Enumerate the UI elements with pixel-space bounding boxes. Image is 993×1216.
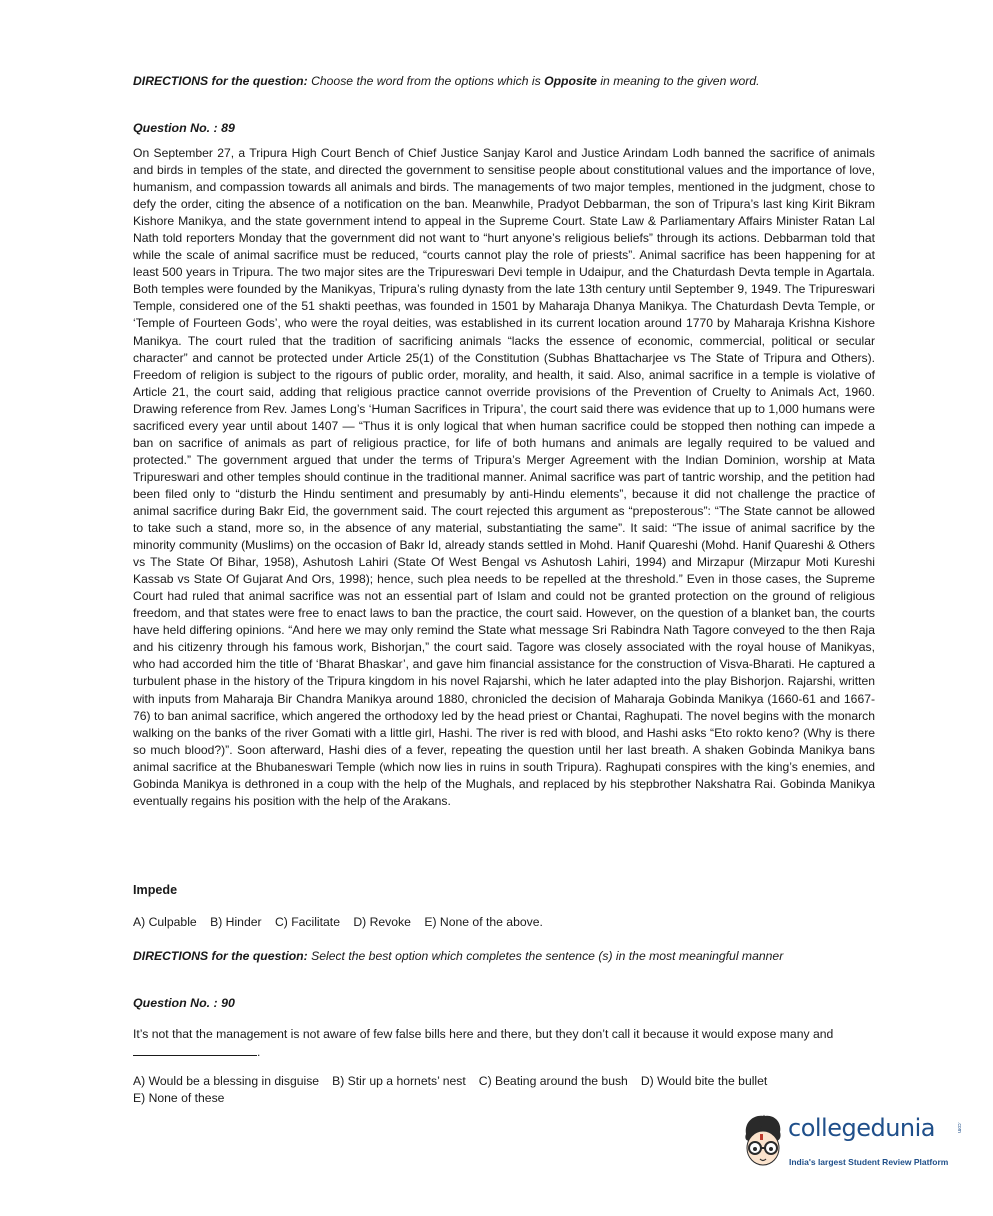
directions-emphasis: Opposite — [544, 74, 597, 88]
sentence-end: . — [257, 1045, 261, 1059]
option-e[interactable]: E) None of these — [133, 1091, 225, 1105]
sentence-text — [133, 1025, 875, 1061]
directions-q89 — [133, 73, 760, 89]
question-number-89: Question No. : 89 — [133, 121, 235, 135]
logo-wordmark: collegedunia — [788, 1114, 936, 1142]
fill-in-blank — [133, 1044, 257, 1056]
directions-label: DIRECTIONS for the question: — [133, 949, 308, 963]
option-b[interactable]: B) Stir up a hornets’ nest — [332, 1074, 466, 1088]
sentence-start: It’s not that the management is not aware of few false bills here and there, but they don’t call it because it would expose many and — [133, 1027, 834, 1041]
directions-text-after: in meaning to the given word. — [596, 74, 760, 88]
directions-text: Select the best option which completes the sentence (s) in the most meaningful manner — [307, 949, 784, 963]
directions-text-before: Choose the word from the options which is — [307, 74, 545, 88]
logo-tagline: India's largest Student Review Platform — [789, 1157, 949, 1167]
question-number-90: Question No. : 90 — [133, 996, 235, 1010]
option-d[interactable]: D) Would bite the bullet — [640, 1074, 768, 1088]
given-word: Impede — [133, 883, 178, 897]
option-b[interactable]: B) Hinder — [210, 915, 262, 929]
option-e[interactable]: E) None of the above. — [424, 915, 543, 929]
option-a[interactable]: A) Would be a blessing in disguise — [133, 1074, 320, 1088]
option-c[interactable]: C) Facilitate — [274, 915, 340, 929]
mascot-icon — [738, 1112, 788, 1174]
logo-suffix: .com — [956, 1122, 962, 1133]
passage-text: On September 27, a Tripura High Court Bench of Chief Justice Sanjay Karol and Justice Arindam Lodh banned the sacrifice of animals and birds in temples of the state, and directed the government to sensitise people about constitutional values and the importance of love, humanism, and compassion towards all animals and birds. The managements of two major temples, mentioned in the judgment, chose to defy the order, citing the absence of a notification on the ban. Meanwhile, Pradyot Debbarman, the son of Tripura’s last king Kirit Bikram Kishore Manikya, and the state government intend to appeal in the Supreme Court. State Law & Parliamentary Affairs Minister Ratan Lal Nath told reporters Monday that the government did not want to “hurt anyone’s religious beliefs” through its actions. Debbarman told that while the scale of animal sacrifice must be reduced, “courts cannot play the role of priests”. Animal sacrifice has been happening for at least 500 years in Tripura. The two major sites are the Tripureswari Devi temple in Udaipur, and the Chaturdash Devta temple in Agartala. Both temples were founded by the Manikyas, Tripura’s ruling dynasty from the late 13th century until September 9, 1949. The Tripureswari Temple, considered one of the 51 shakti peethas, was founded in 1501 by Maharaja Dhanya Manikya. The Chaturdash Devta Temple, or ‘Temple of Fourteen Gods’, who were the royal deities, was established in its current location around 1770 by Maharaja Krishna Kishore Manikya. The court ruled that the tradition of sacrificing animals “lacks the essence of economic, commercial, political or secular character” and cannot be protected under Article 25(1) of the Constitution (Subhas Bhattacharjee vs The State of Tripura and Others). Freedom of religion is subject to the rigours of public order, morality, and health, it said. Also, animal sacrifice in a temple is violative of Article 21, the court said, adding that religious practice cannot override provisions of the Prevention of Cruelty to Animals Act, 1960. Drawing reference from Rev. James Long’s ‘Human Sacrifices in Tripura’, the court said there was evidence that up to 1,000 humans were sacrificed every year until about 1407 — “Thus it is only logical that when human sacrifice could be stopped then nothing can impede a ban on sacrifice of animals as part of religious practice, for life of both humans and animals are legally required to be valued and protected.” The government argued that under the terms of Tripura’s Merger Agreement with the Indian Dominion, worship at Mata Tripureswari and other temples should continue in the traditional manner. Animal sacrifice was part of tantric worship, and the petition had been filed only to “disturb the Hindu sentiment and presumably by anti-Hindu elements”, because it did not challenge the practice of animal sacrifice during Bakr Eid, the government said. The court rejected this argument as “preposterous”: “The State cannot be allowed to take such a stand, more so, in the absence of any material, substantiating the same”. It said: “The issue of animal sacrifice by the minority community (Muslims) on the occasion of Bakr Id, already stands settled in Mohd. Hanif Quareshi (Mohd. Hanif Quareshi & Others vs The State Of Bihar, 1958), Ashutosh Lahiri (State Of West Bengal vs Ashutosh Lahiri, 1994) and Mirzapur (Mirzapur Moti Kureshi Kassab vs State Of Gujarat And Ors, 1998); hence, such plea needs to be repelled at the threshold.” Even in those cases, the Supreme Court had ruled that animal sacrifice was not an essential part of Islam and could not be granted protection on the ground of religious freedom, and that states were free to enact laws to ban the practice, the court said. However, on the question of a blanket ban, the courts have held differing opinions. “And here we may only remind the State what message Sri Rabindra Nath Tagore conveyed to the then Raja and his citizenry through his famous work, Bishorjan,” the court said. Tagore was closely associated with the royal house of Manikyas, who had accorded him the title of ‘Bharat Bhaskar’, and gave him financial assistance for the construction of Visva-Bharati. He captured a turbulent phase in the history of the Tripura kingdom in his novel Rajarshi, which he later adapted into the play Bishorjon. Rajarshi, written with inputs from Maharaja Bir Chandra Manikya around 1880, chronicled the decision of Maharaja Gobinda Manikya (1660-61 and 1667-76) to ban animal sacrifice, which angered the orthodoxy led by the head priest or Chantai, Raghupati. The novel begins with the monarch walking on the banks of the river Gomati with a little girl, Hashi. The river is red with blood, and Hashi asks “Eto rokto keno? (Why is there so much blood?)”. Soon afterward, Hashi dies of a fever, repeating the question until her last breath. A shaken Gobinda Manikya bans animal sacrifice at the Bhubaneswari Temple (which now lies in ruins in south Tripura). Raghupati conspires with the king’s enemies, and Gobinda Manikya is dethroned in a coup with the help of the Mughals, and replaced by his stepbrother Nakshatra Rai. Gobinda Manikya eventually regains his position with the help of the Arakans. — [133, 146, 875, 808]
options-q89 — [133, 914, 553, 931]
option-c[interactable]: C) Beating around the bush — [478, 1074, 628, 1088]
option-a[interactable]: A) Culpable — [133, 915, 197, 929]
options-q90 — [133, 1073, 780, 1107]
directions-q90 — [133, 948, 783, 964]
directions-label: DIRECTIONS for the question: — [133, 74, 308, 88]
option-d[interactable]: D) Revoke — [353, 915, 411, 929]
collegedunia-logo[interactable] — [738, 1112, 963, 1182]
